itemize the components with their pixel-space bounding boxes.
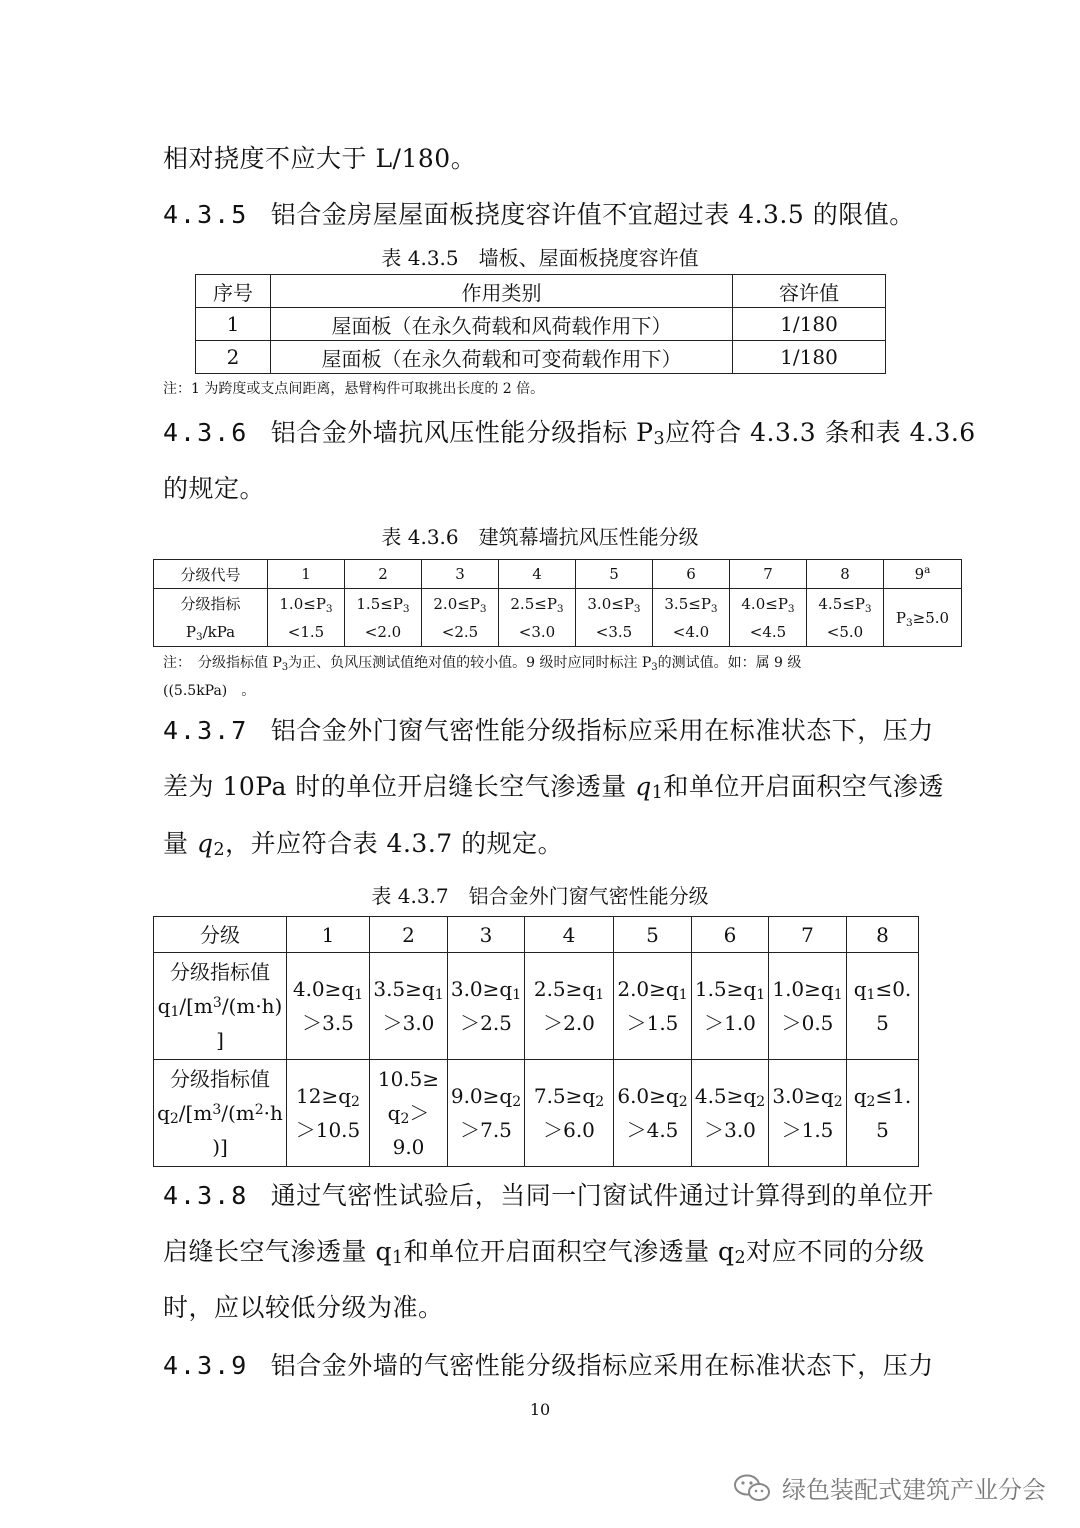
table-cell: $2.5\ge q_1$ ＞2.0 [525, 953, 614, 1060]
clause-number: 4.3.5 [163, 200, 249, 229]
table-cell: $1.5\le P_3$ <2.0 [345, 589, 422, 647]
grade-cell: 3 [422, 560, 499, 589]
header-cell: 作用类别 [271, 275, 733, 308]
table-cell: $4.5\ge q_2$ ＞3.0 [692, 1060, 769, 1167]
clause-4-3-6-continued: 的规定。 [163, 474, 266, 503]
clause-4-3-7-line2: 差为 10Pa 时的单位开启缝长空气渗透量 $q_1$和单位开启面积空气渗透 [163, 772, 944, 803]
wechat-icon [732, 1472, 772, 1504]
clause-text: 铝合金外门窗气密性能分级指标应采用在标准状态下，压力 [270, 716, 934, 745]
table-header-row [154, 917, 919, 953]
table-row [196, 308, 886, 341]
clause-number: 4.3.8 [163, 1181, 249, 1210]
table-cell: $1.0\le P_3$ <1.5 [268, 589, 345, 647]
table-cell: $4.0\le P_3$ <4.5 [730, 589, 807, 647]
table-cell: $12\ge q_2$ ＞10.5 [287, 1060, 370, 1167]
table-cell: $2.0\ge q_1$ ＞1.5 [614, 953, 692, 1060]
table-4-3-5 [195, 274, 886, 374]
table-cell: $6.0\ge q_2$ ＞4.5 [614, 1060, 692, 1167]
clause-number: 4.3.9 [163, 1351, 249, 1380]
grade-cell: 8 [807, 560, 884, 589]
grade-cell: 2 [370, 917, 448, 953]
table-cell: 1/180 [733, 308, 886, 341]
table-4-3-6-note: 注： 分级指标值 $P_3$为正、负风压测试值绝对值的较小值。9 级时应同时标注 $P_3$的测试值。如：属 9 级 [163, 655, 802, 673]
clause-text: 通过气密性试验后，当同一门窗试件通过计算得到的单位开 [270, 1181, 934, 1210]
table-cell: $1.0\ge q_1$ ＞0.5 [769, 953, 847, 1060]
table-cell: $3.0\ge q_2$ ＞1.5 [769, 1060, 847, 1167]
clause-4-3-6 [163, 417, 976, 449]
table-cell: $9.0\ge q_2$ ＞7.5 [448, 1060, 525, 1167]
table-cell: $3.0\ge q_1$ ＞2.5 [448, 953, 525, 1060]
table-cell: $q_2\le 1$. 5 [847, 1060, 919, 1167]
grade-cell: 1 [287, 917, 370, 953]
table-4-3-5-caption: 表 4.3.5 墙板、屋面板挠度容许值 [381, 246, 699, 270]
table-cell: $3.5\ge q_1$ ＞3.0 [370, 953, 448, 1060]
clause-4-3-8 [163, 1180, 934, 1212]
grade-cell: 4 [499, 560, 576, 589]
table-cell: 2 [196, 341, 271, 374]
header-cell: 容许值 [733, 275, 886, 308]
table-cell: 屋面板（在永久荷载和可变荷载作用下） [271, 341, 733, 374]
table-cell: $3.5\le P_3$ <4.0 [653, 589, 730, 647]
table-4-3-7-caption: 表 4.3.7 铝合金外门窗气密性能分级 [371, 884, 709, 908]
table-cell: $4.0\ge q_1$ ＞3.5 [287, 953, 370, 1060]
clause-4-3-5 [163, 199, 915, 231]
table-cell: $3.0\le P_3$ <3.5 [576, 589, 653, 647]
grade-cell: 8 [847, 917, 919, 953]
table-cell: $7.5\ge q_2$ ＞6.0 [525, 1060, 614, 1167]
clause-4-3-9 [163, 1350, 934, 1382]
clause-4-3-8-line3: 时，应以较低分级为准。 [163, 1293, 444, 1322]
table-cell: $2.0\le P_3$ <2.5 [422, 589, 499, 647]
clause-text: 铝合金外墙的气密性能分级指标应采用在标准状态下，压力 [270, 1351, 934, 1380]
header-cell: 序号 [196, 275, 271, 308]
grade-cell: 6 [692, 917, 769, 953]
row-label: 分级指标 $P_3$/kPa [154, 589, 268, 647]
watermark-text: 绿色装配式建筑产业分会 [782, 1476, 1046, 1504]
grade-cell: 5 [576, 560, 653, 589]
row-label: 分级指标值 $q_2/[m^3/(m^2\cdot h$ )] [154, 1060, 287, 1167]
watermark [732, 1470, 1046, 1505]
clause-4-3-7-line3: 量 $q_2$，并应符合表 4.3.7 的规定。 [163, 829, 564, 860]
clause-4-3-7 [163, 715, 934, 747]
table-row [154, 1060, 919, 1167]
header-cell: 分级代号 [154, 560, 268, 589]
paragraph-continued: 相对挠度不应大于 L/180。 [163, 144, 477, 173]
grade-cell: 4 [525, 917, 614, 953]
clause-text: 铝合金房屋屋面板挠度容许值不宜超过表 4.3.5 的限值。 [270, 200, 915, 229]
clause-number: 4.3.7 [163, 716, 249, 745]
table-header-row [154, 560, 962, 589]
table-row [154, 589, 962, 647]
page-number: 10 [529, 1400, 551, 1419]
table-row [154, 953, 919, 1060]
table-4-3-5-note: 注：1 为跨度或支点间距离，悬臂构件可取挑出长度的 2 倍。 [163, 381, 545, 397]
table-4-3-6-note-continued: ((5.5kPa) 。 [163, 683, 256, 699]
grade-cell: 1 [268, 560, 345, 589]
grade-cell: 7 [769, 917, 847, 953]
table-cell: 屋面板（在永久荷载和风荷载作用下） [271, 308, 733, 341]
table-row [196, 341, 886, 374]
grade-cell: 2 [345, 560, 422, 589]
row-label: 分级指标值 $q_1/[m^3/(m\cdot h)$ ] [154, 953, 287, 1060]
grade-cell: 5 [614, 917, 692, 953]
table-4-3-7 [153, 916, 919, 1167]
clause-number: 4.3.6 [163, 418, 249, 447]
table-cell: 1 [196, 308, 271, 341]
grade-cell: 9$^a$ [884, 560, 962, 589]
header-cell: 分级 [154, 917, 287, 953]
table-4-3-6-caption: 表 4.3.6 建筑幕墙抗风压性能分级 [381, 525, 699, 549]
table-cell: 10.5≥ $q_2>$ 9.0 [370, 1060, 448, 1167]
grade-cell: 7 [730, 560, 807, 589]
grade-cell: 6 [653, 560, 730, 589]
grade-cell: 3 [448, 917, 525, 953]
table-cell: 1/180 [733, 341, 886, 374]
table-4-3-6 [153, 559, 962, 647]
table-cell: $1.5\ge q_1$ ＞1.0 [692, 953, 769, 1060]
clause-4-3-8-line2: 启缝长空气渗透量 $q_1$和单位开启面积空气渗透量 $q_2$对应不同的分级 [163, 1237, 925, 1268]
table-cell: $q_1\le 0$. 5 [847, 953, 919, 1060]
table-cell: $2.5\le P_3$ <3.0 [499, 589, 576, 647]
clause-text: 铝合金外墙抗风压性能分级指标 $P_3$应符合 4.3.3 条和表 4.3.6 [270, 418, 976, 449]
table-cell: $4.5\le P_3$ <5.0 [807, 589, 884, 647]
table-header-row [196, 275, 886, 308]
table-cell: $P_3\ge 5.0$ [884, 589, 962, 647]
